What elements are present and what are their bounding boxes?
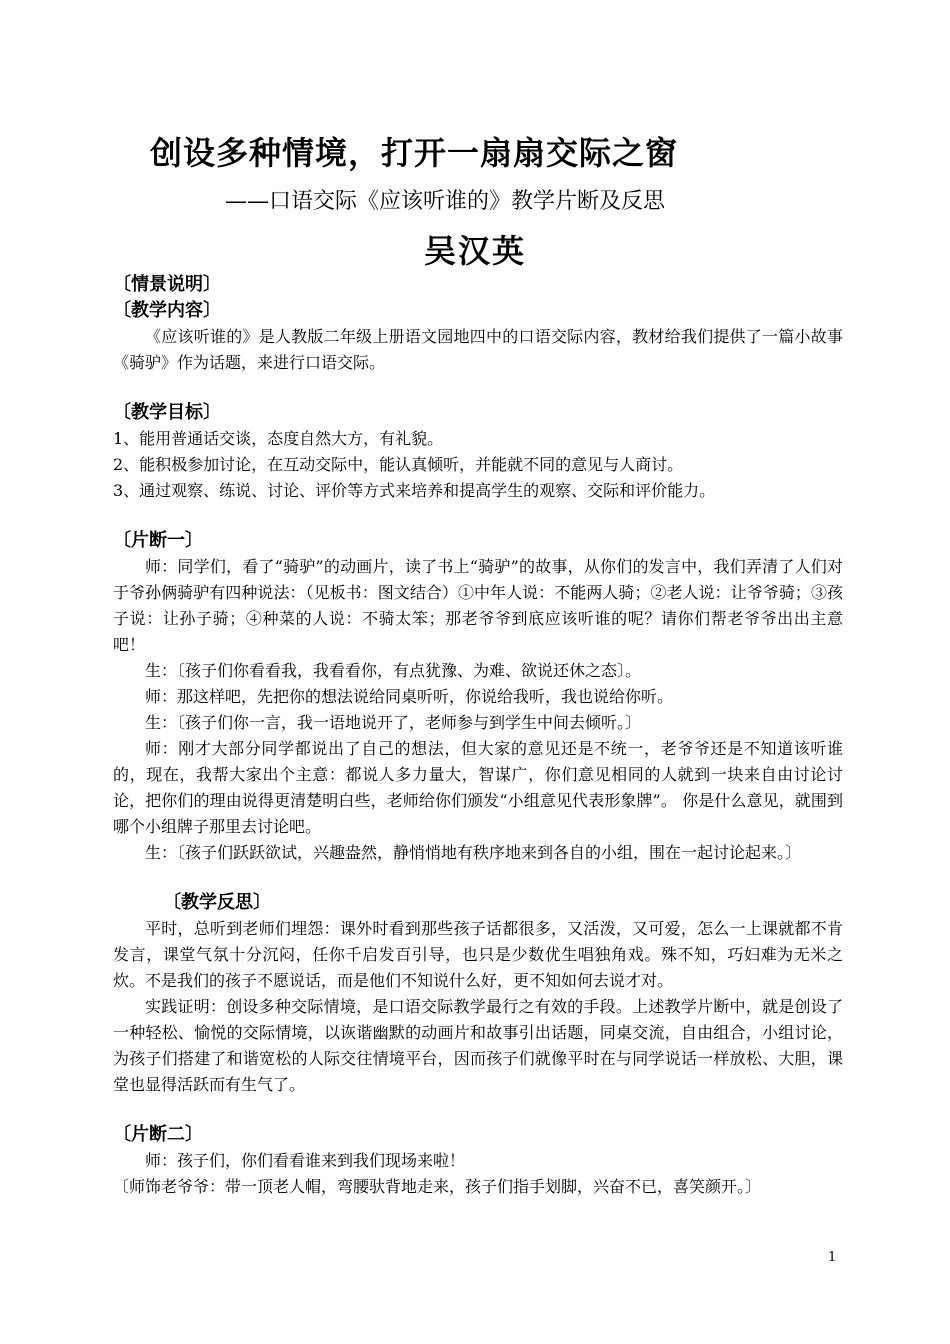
fragment1-paragraph: 生：〔孩子们你一言，我一语地说开了，老师参与到学生中间去倾听。〕 <box>145 713 642 732</box>
fragment1-paragraph: 生：〔孩子们跃跃欲试，兴趣盎然，静悄悄地有秩序地来到各自的小组，围在一起讨论起来。〕 <box>145 843 802 862</box>
reflection-paragraph: 平时，总听到老师们埋怨：课外时看到那些孩子话都很多，又活泼，又可爱，怎么一上课就都不肯发言，课堂气氛十分沉闷，任你千启发百引导，也只是少数优生唱独角戏。殊不知，巧妇难为无米之炊。不是我们的孩子不愿说话，而是他们不知说什么好，更不知如何去说才对。 <box>113 919 843 990</box>
document-subtitle: ——口语交际《应该听谁的》教学片断及反思 <box>225 189 666 214</box>
fragment1-paragraph: 师：刚才大部分同学都说出了自己的想法，但大家的意见还是不统一，老爷爷还是不知道该听谁的，现在，我帮大家出个主意：都说人多力量大，智谋广，你们意见相同的人就到一块来自由讨论讨论，把你们的理由说得更清楚明白些，老师给你们颁发“小组意见代表形象牌”。 你是什么意见，就围到哪个小组牌子那里去讨论吧。 <box>113 739 843 836</box>
heading-scene: 〔情景说明〕 <box>113 274 221 295</box>
fragment2-paragraph: 〔师饰老爷爷：带一顶老人帽，弯腰驮背地走来，孩子们指手划脚，兴奋不已，喜笑颜开。〕 <box>113 1177 762 1196</box>
document-body <box>113 272 843 1200</box>
heading-reflection: 〔教学反思〕 <box>163 892 271 913</box>
fragment1-paragraph: 师：同学们，看了“骑驴”的动画片，读了书上“骑驴”的故事，从你们的发言中，我们弄清了人们对于爷孙俩骑驴有四种说法：（见板书：图文结合）①中年人说：不能两人骑；②老人说：让爷爷骑；③孩子说：让孙子骑；④种菜的人说：不骑太笨；那老爷爷到底应该听谁的呢？请你们帮老爷爷出出主意吧！ <box>113 557 843 654</box>
goal-item: 3、通过观察、练说、讨论、评价等方式来培养和提高学生的观察、交际和评价能力。 <box>113 481 716 500</box>
author-name: 吴汉英 <box>423 232 526 270</box>
reflection-paragraph: 实践证明：创设多种交际情境，是口语交际教学最行之有效的手段。上述教学片断中，就是创设了一种轻松、愉悦的交际情境，以诙谐幽默的动画片和故事引出话题，同桌交流，自由组合，小组讨论，为孩子们搭建了和谐宽松的人际交往情境平台，因而孩子们就像平时在与同学说话一样放松、大胆，课堂也显得活跃而有生气了。 <box>113 997 843 1094</box>
goal-item: 2、能积极参加讨论，在互动交际中，能认真倾听，并能就不同的意见与人商讨。 <box>113 455 684 474</box>
heading-fragment-2: 〔片断二〕 <box>113 1124 203 1145</box>
heading-content: 〔教学内容〕 <box>113 300 221 321</box>
heading-fragment-1: 〔片断一〕 <box>113 530 203 551</box>
fragment2-paragraph: 师：孩子们，你们看看谁来到我们现场来啦！ <box>145 1151 466 1170</box>
fragment1-paragraph: 生：〔孩子们你看看我，我看看你，有点犹豫、为难、欲说还休之态〕。 <box>145 661 642 680</box>
content-paragraph: 《应该听谁的》是人教版二年级上册语文园地四中的口语交际内容，教材给我们提供了一篇小故事《骑驴》作为话题，来进行口语交际。 <box>113 327 843 372</box>
page-number: 1 <box>828 1250 837 1265</box>
fragment1-paragraph: 师：那这样吧，先把你的想法说给同桌听听，你说给我听，我也说给你听。 <box>145 687 674 706</box>
goal-item: 1、能用普通话交谈，态度自然大方，有礼貌。 <box>113 429 444 448</box>
heading-goals: 〔教学目标〕 <box>113 402 221 423</box>
document-title: 创设多种情境，打开一扇扇交际之窗 <box>150 134 679 172</box>
